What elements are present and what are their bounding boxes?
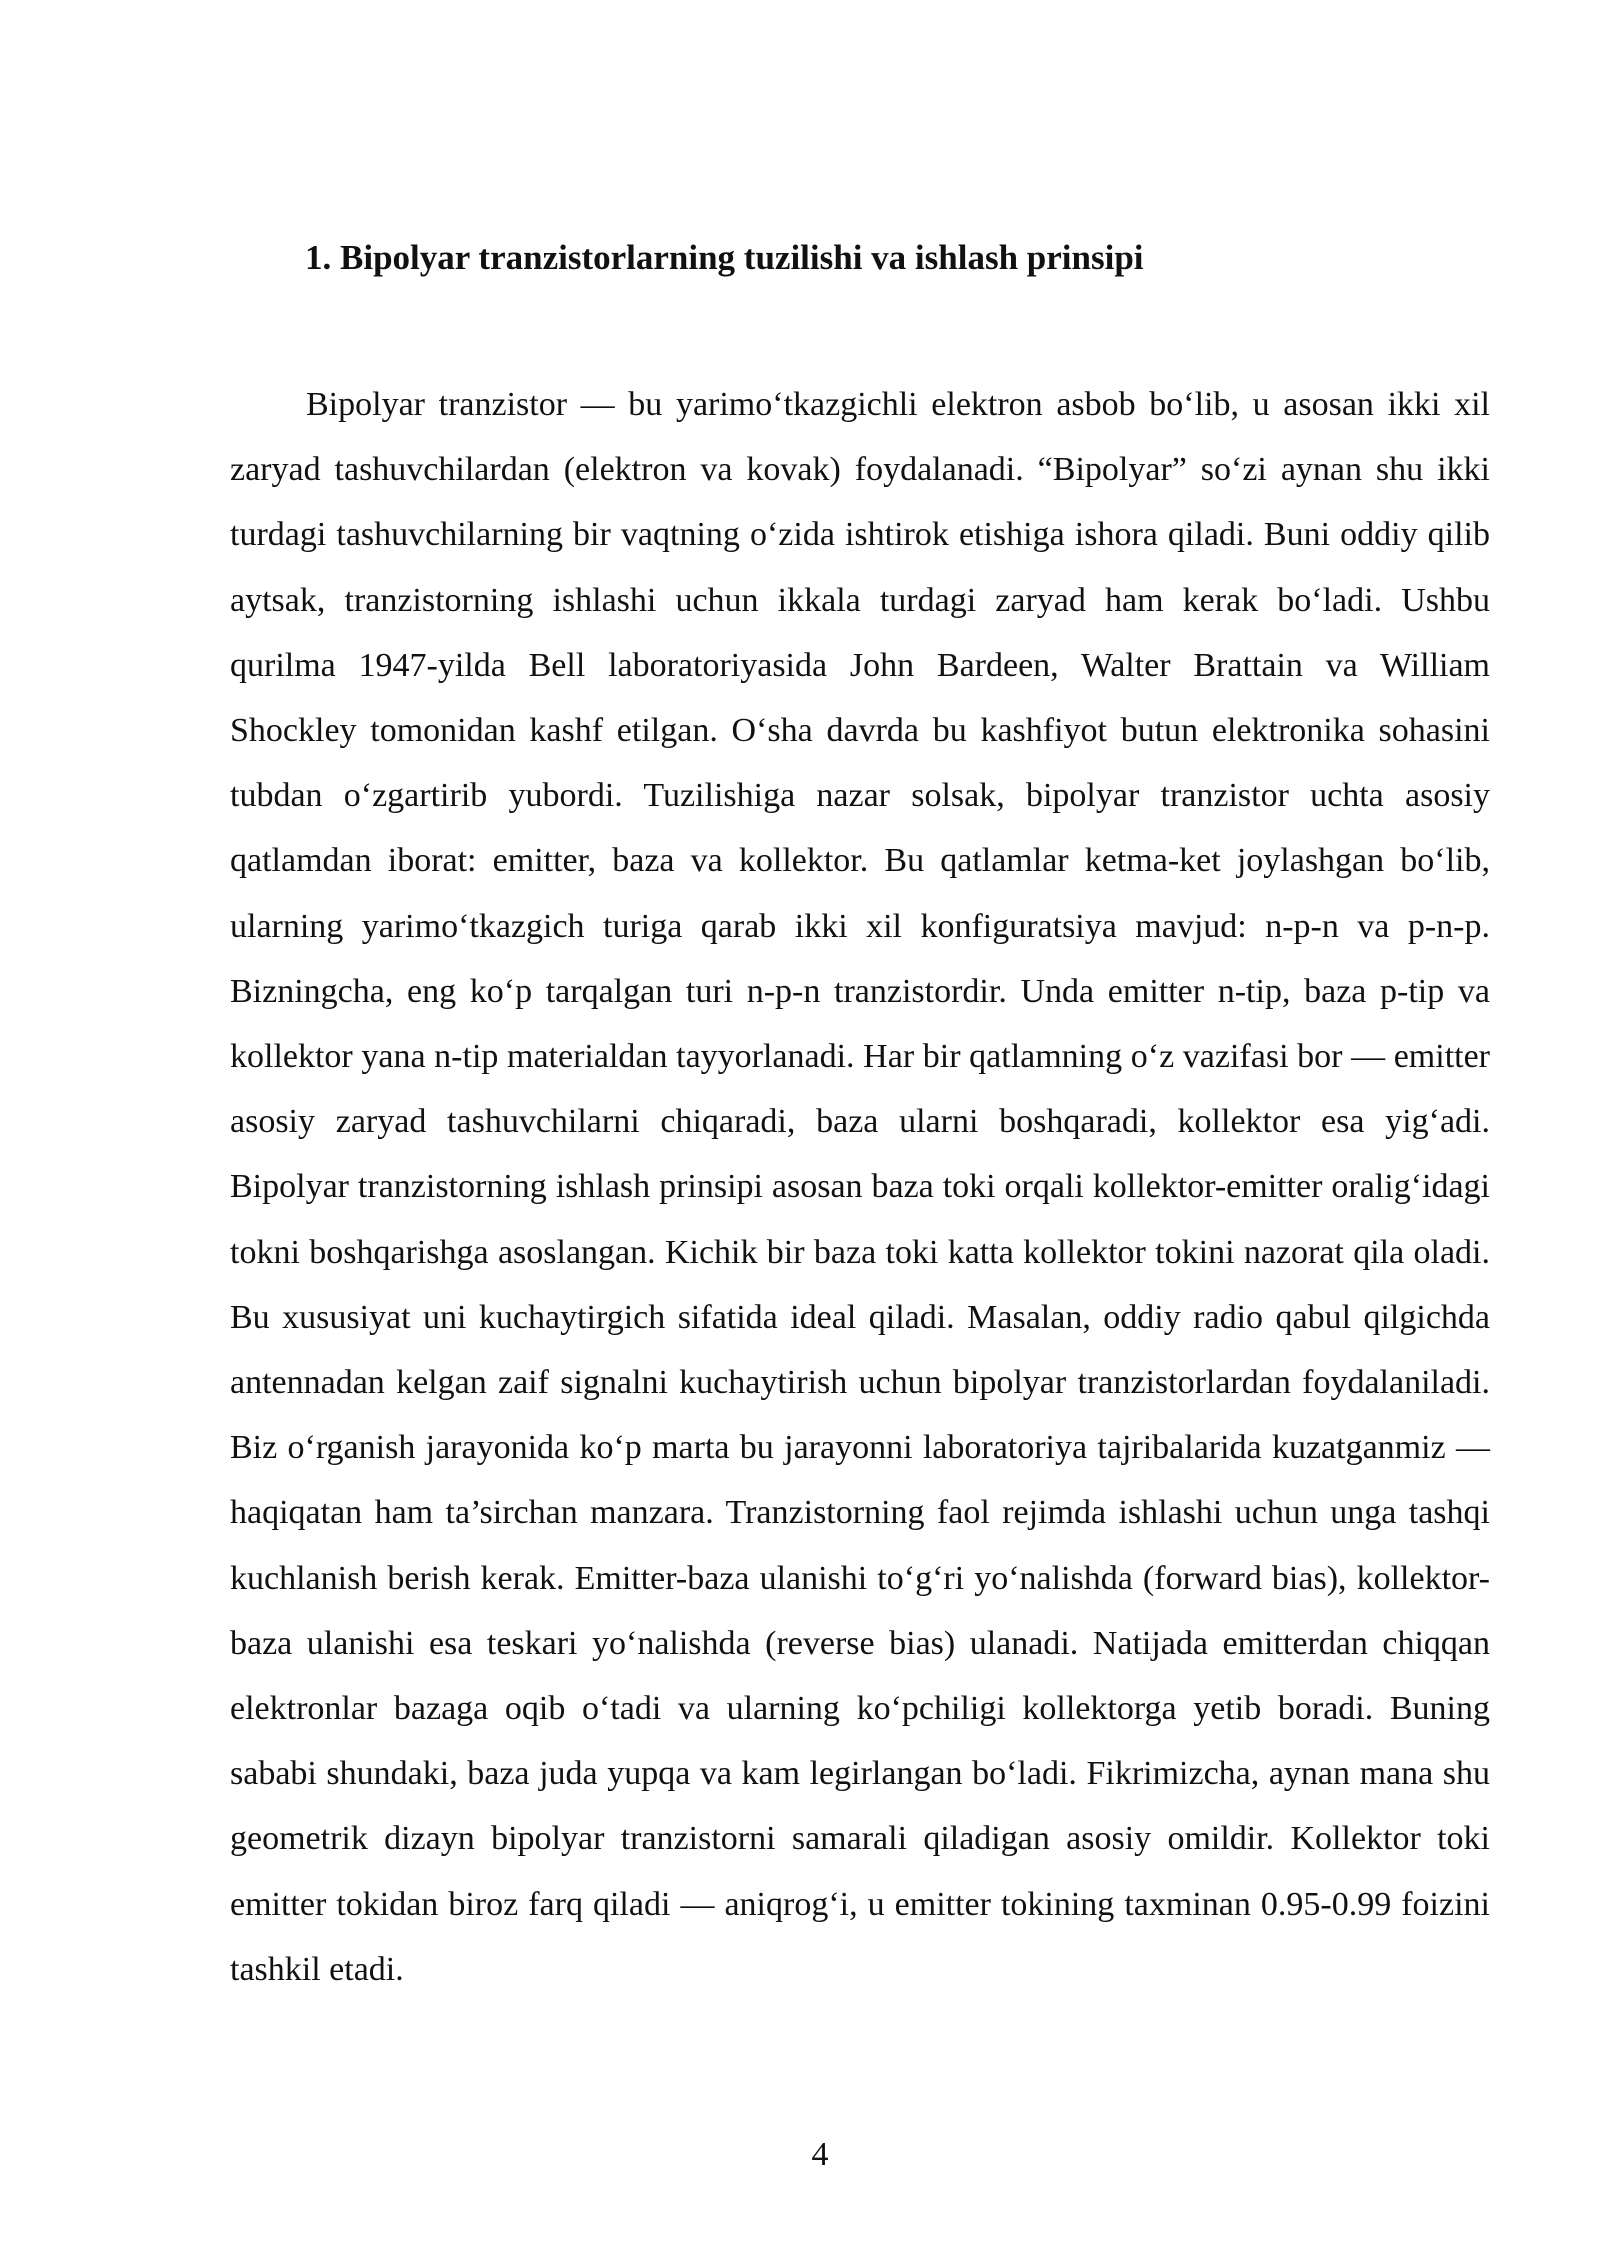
page-number: 4	[811, 2136, 829, 2173]
body-paragraph: Bipolyar tranzistor — bu yarimo‘tkazgichli elektron asbob bo‘lib, u asosan ikki xil zaryad tashuvchilardan (elektron va kovak) foydalanadi. “Bipolyar” so‘zi aynan shu ikki turdagi tashuvchilarning bir vaqtning o‘zida ishtirok etishiga ishora qiladi. Buni oddiy qilib aytsak, tranzistorning ishlashi uchun ikkala turdagi zaryad ham kerak bo‘ladi. Ushbu qurilma 1947-yilda Bell laboratoriyasida John Bardeen, Walter Brattain va William Shockley tomonidan kashf etilgan. O‘sha davrda bu kashfiyot butun elektronika sohasini tubdan o‘zgartirib yubordi. Tuzilishiga nazar solsak, bipolyar tranzistor uchta asosiy qatlamdan iborat: emitter, baza va kollektor. Bu qatlamlar ketma-ket joylashgan bo‘lib, ularning yarimo‘tkazgich turiga qarab ikki xil konfiguratsiya mavjud: n-p-n va p-n-p. Bizningcha, eng ko‘p tarqalgan turi n-p-n tranzistordir. Unda emitter n-tip, baza p-tip va kollektor yana n-tip materialdan tayyorlanadi. Har bir qatlamning o‘z vazifasi bor — emitter asosiy zaryad tashuvchilarni chiqaradi, baza ularni boshqaradi, kollektor esa yig‘adi. Bipolyar tranzistorning ishlash prinsipi asosan baza toki orqali kollektor-emitter oralig‘idagi tokni boshqarishga asoslangan. Kichik bir baza toki katta kollektor tokini nazorat qila oladi. Bu xususiyat uni kuchaytirgich sifatida ideal qiladi. Masalan, oddiy radio qabul qilgichda antennadan kelgan zaif signalni kuchaytirish uchun bipolyar tranzistorlardan foydalaniladi. Biz o‘rganish jarayonida ko‘p marta bu jarayonni laboratoriya tajribalarida kuzatganmiz — haqiqatan ham ta’sirchan manzara. Tranzistorning faol rejimda ishlashi uchun unga tashqi kuchlanish berish kerak. Emitter-baza ulanishi to‘g‘ri yo‘nalishda (forward bias), kollektor-baza ulanishi esa teskari yo‘nalishda (reverse bias) ulanadi. Natijada emitterdan chiqqan elektronlar bazaga oqib o‘tadi va ularning ko‘pchiligi kollektorga yetib boradi. Buning sababi shundaki, baza juda yupqa va kam legirlangan bo‘ladi. Fikrimizcha, aynan mana shu geometrik dizayn bipolyar tranzistorni samarali qiladigan asosiy omildir. Kollektor toki emitter tokidan biroz farq qiladi — aniqrog‘i, u emitter tokining taxminan 0.95-0.99 foizini tashkil etadi.	[230, 386, 1490, 1988]
section-heading: 1. Bipolyar tranzistorlarning tuzilishi va ishlash prinsipi	[305, 238, 1144, 277]
